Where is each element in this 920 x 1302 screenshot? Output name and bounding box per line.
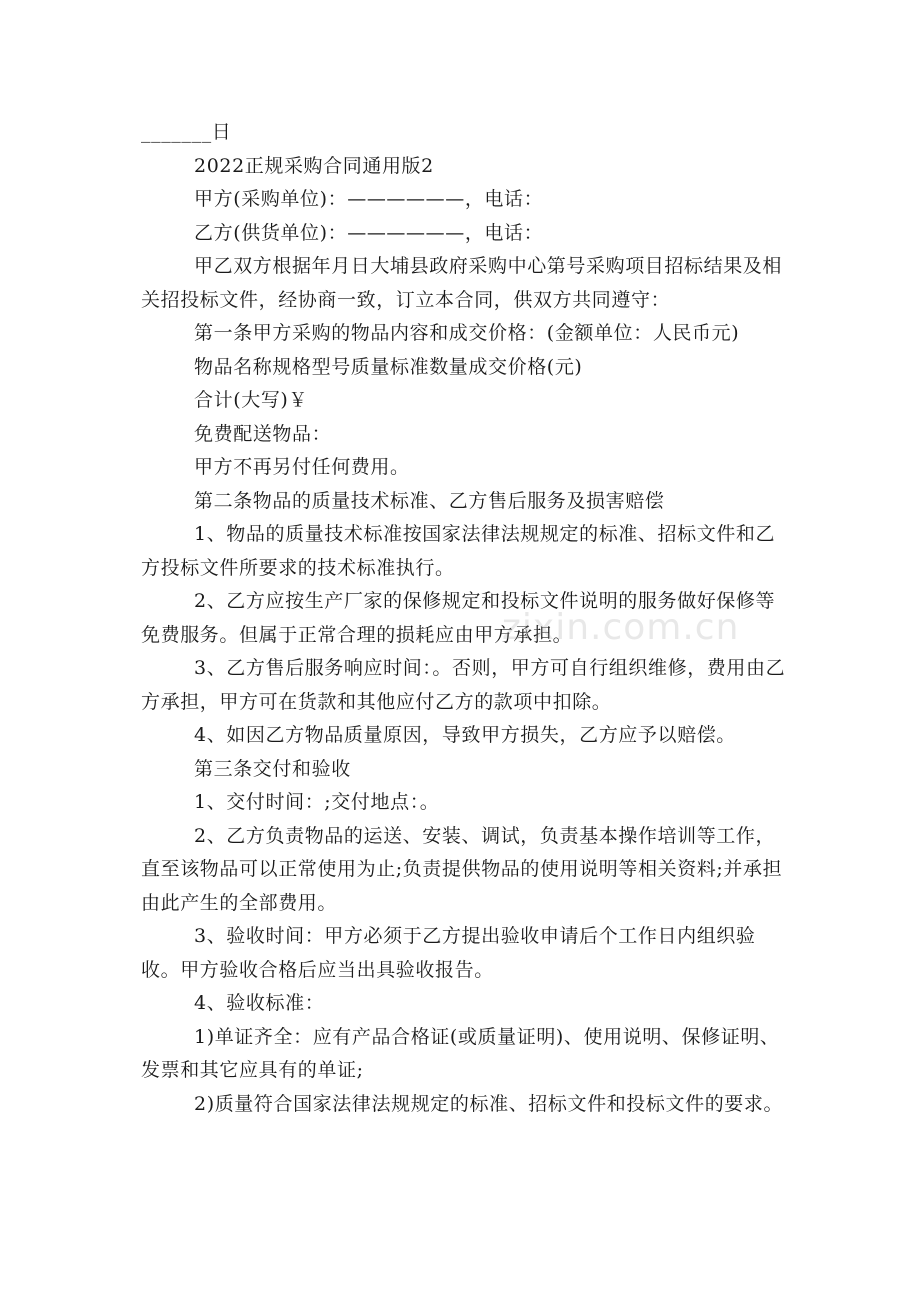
article-3-heading: 第三条交付和验收 xyxy=(194,757,351,780)
article-3-item-2: 2、乙方负责物品的运送、安装、调试，负责基本操作培训等工作，直至该物品可以正常使用为止;负责提供物品的使用说明等相关资料;并承担由此产生的全部费用。 xyxy=(141,824,783,914)
article-2-item-1: 1、物品的质量技术标准按国家法律法规规定的标准、招标文件和乙方投标文件所要求的技术标准执行。 xyxy=(141,523,776,579)
document-title: 2022正规采购合同通用版2 xyxy=(194,154,434,177)
watermark-text: zixin.com.cn xyxy=(502,607,740,648)
no-extra-fee-line: 甲方不再另付任何费用。 xyxy=(194,456,410,478)
party-b-line: 乙方(供货单位)：——————，电话： xyxy=(194,221,544,244)
article-2-item-3: 3、乙方售后服务响应时间：。否则，甲方可自行组织维修，费用由乙方承担，甲方可在货款和其他应付乙方的款项中扣除。 xyxy=(141,657,786,713)
article-1-heading: 第一条甲方采购的物品内容和成交价格：(金额单位：人民币元) xyxy=(194,322,740,344)
total-line: 合计(大写)￥ xyxy=(194,389,309,411)
article-3-item-4: 4、验收标准： xyxy=(194,992,325,1014)
article-2-item-4: 4、如因乙方物品质量原因，导致甲方损失，乙方应予以赔偿。 xyxy=(194,724,736,746)
preamble-paragraph: 甲乙双方根据年月日大埔县政府采购中心第号采购项目招标结果及相关招投标文件，经协商一致，订立本合同，供双方共同遵守： xyxy=(141,255,783,311)
article-2-item-2: 2、乙方应按生产厂家的保修规定和投标文件说明的服务做好保修等免费服务。但属于正常合理的损耗应由甲方承担。 xyxy=(141,590,776,646)
party-a-line: 甲方(采购单位)：——————，电话： xyxy=(194,188,544,210)
acceptance-criterion-2: 2)质量符合国家法律法规规定的标准、招标文件和投标文件的要求。 xyxy=(194,1092,784,1115)
article-2-heading: 第二条物品的质量技术标准、乙方售后服务及损害赔偿 xyxy=(194,489,665,512)
date-line: _______日 xyxy=(141,121,232,143)
article-3-item-3: 3、验收时间：甲方必须于乙方提出验收申请后个工作日内组织验收。甲方验收合格后应当出具验收报告。 xyxy=(141,925,756,981)
goods-table-header: 物品名称规格型号质量标准数量成交价格(元) xyxy=(194,355,583,378)
article-3-item-1: 1、交付时间：;交付地点：。 xyxy=(194,791,440,813)
free-delivery-line: 免费配送物品： xyxy=(194,422,332,445)
acceptance-criterion-1: 1)单证齐全：应有产品合格证(或质量证明)、使用说明、保修证明、发票和其它应具有的单证; xyxy=(141,1025,780,1081)
